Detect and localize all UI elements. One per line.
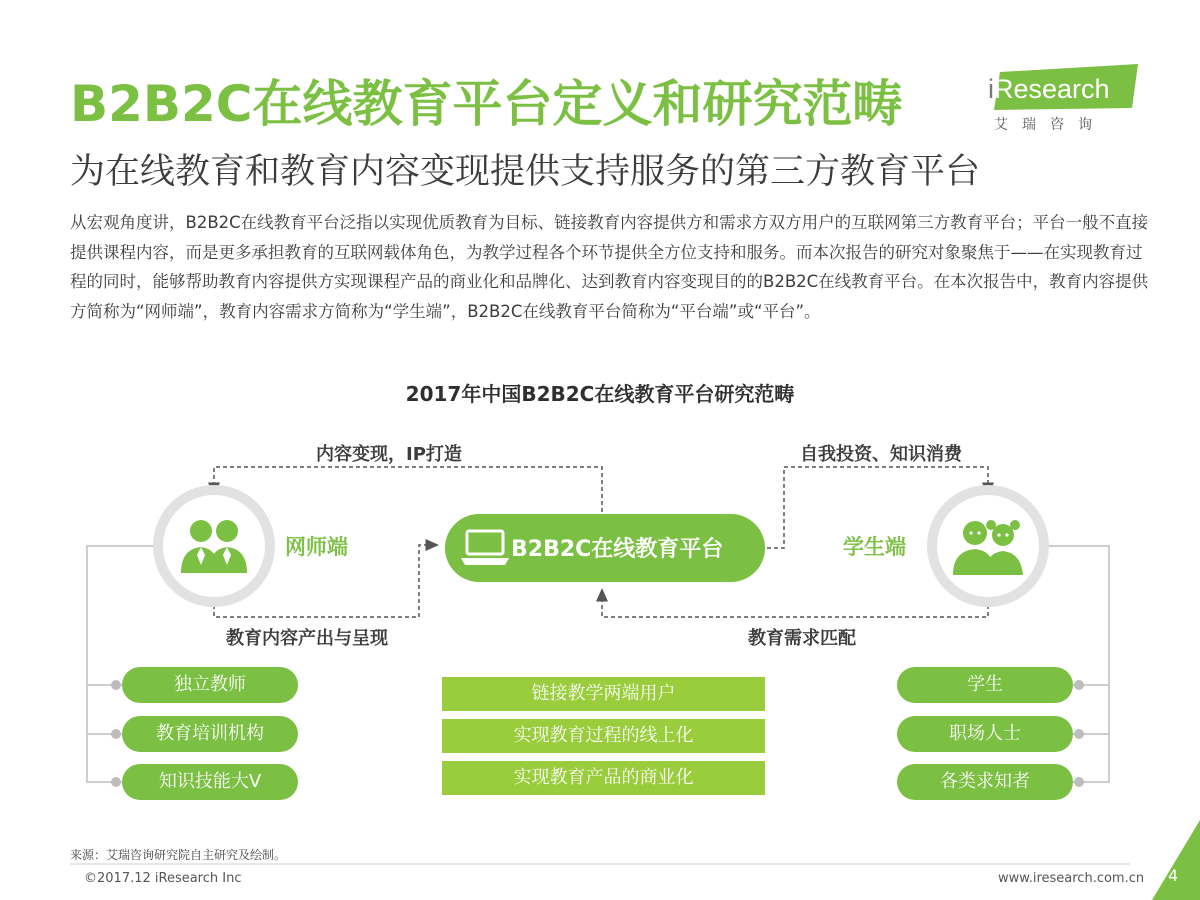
logo-i: i <box>988 74 994 104</box>
flow-label-bottom-left: 教育内容产出与呈现 <box>226 628 388 649</box>
student-role-name: 学生端 <box>843 535 906 559</box>
flow-label-bottom-right: 教育需求匹配 <box>748 628 856 649</box>
page-subtitle: 为在线教育和教育内容变现提供支持服务的第三方教育平台 <box>70 152 981 192</box>
platform-label: B2B2C在线教育平台 <box>511 537 724 562</box>
page-corner-shape <box>1152 820 1200 900</box>
student-item: 职场人士 <box>897 716 1073 752</box>
teacher-item: 教育培训机构 <box>122 716 298 752</box>
page-number: 4 <box>1168 866 1179 885</box>
flow-label-top-right: 自我投资、知识消费 <box>800 444 962 465</box>
intro-paragraph: 从宏观角度讲，B2B2C在线教育平台泛指以实现优质教育为目标、链接教育内容提供方和需求方双方用户的互联网第三方教育平台；平台一般不直接提供课程内容，而是更多承担教育的互联网载体角色，为教学过程各个环节提供全方位支持和服务。而本次报告的研究对象聚焦于——在实现教育过程的同时，能够帮助教育内容提供方实现课程产品的商业化和品牌化、达到教育内容变现目的的B2B2C在线教育平台。在本次报告中，教育内容提供方简称为“网师端”，教育内容需求方简称为“学生端”，B2B2C在线教育平台简称为“平台端”或“平台”。 <box>70 213 1149 321</box>
platform-function: 链接教学两端用户 <box>442 677 765 711</box>
site-url[interactable]: www.iresearch.com.cn <box>998 871 1145 886</box>
flow-label-top-left: 内容变现，IP打造 <box>316 444 462 465</box>
logo-cn-name: 艾瑞咨询 <box>994 117 1106 133</box>
platform-function: 实现教育产品的商业化 <box>442 761 765 795</box>
student-item: 各类求知者 <box>897 764 1073 800</box>
platform-function: 实现教育过程的线上化 <box>442 719 765 753</box>
diagram-title: 2017年中国B2B2C在线教育平台研究范畴 <box>405 382 795 406</box>
page-title: B2B2C在线教育平台定义和研究范畴 <box>70 75 903 133</box>
source-note: 来源：艾瑞咨询研究院自主研究及绘制。 <box>70 848 287 862</box>
teacher-item: 知识技能大V <box>122 764 298 800</box>
teacher-item: 独立教师 <box>122 667 298 703</box>
student-item: 学生 <box>897 667 1073 703</box>
logo-brand: Research <box>994 74 1110 104</box>
copyright: ©2017.12 iResearch Inc <box>84 871 242 886</box>
teacher-role-name: 网师端 <box>285 535 348 559</box>
